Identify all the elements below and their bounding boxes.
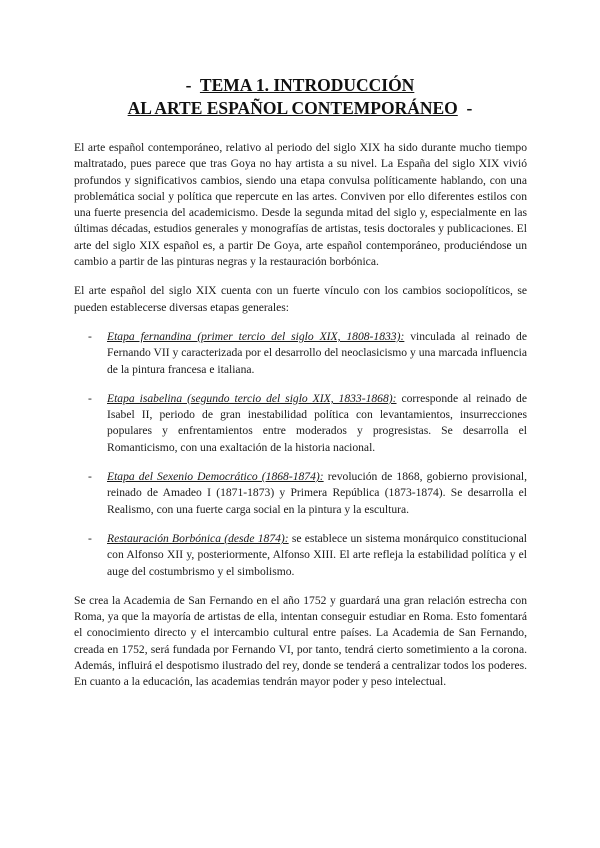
title-dash-left: -: [185, 75, 192, 95]
stage-text: vinculada al reinado de Fernando VII y caracterizada por el desarrollo del neoclasicismo y una marcada influencia de la pintura francesa e italiana.: [107, 329, 527, 376]
stage-heading: Etapa fernandina (primer tercio del siglo XIX, 1808-1833):: [107, 329, 405, 343]
stages-list: [74, 329, 527, 580]
stage-heading: Etapa isabelina (segundo tercio del siglo XIX, 1833-1868):: [107, 391, 397, 405]
intro-paragraph: El arte español contemporáneo, relativo al periodo del siglo XIX ha sido durante mucho tiempo maltratado, pues parece que tras Goya no hay artista a su nivel. La España del siglo XIX vivió profundos y significativos cambios, siendo una etapa convulsa políticamente hablando, con una problemática social y política que repercute en las artes. Conviven por ello diferentes estilos con una fuerte presencia del academicismo. Desde la segunda mitad del siglo y, especialmente en las últimas décadas, estudios generales y monografías de artistas, tesis doctorales y publicaciones. El arte del siglo XIX español es, a partir De Goya, arte español contemporáneo, produciéndose un cambio a partir de las pinturas negras y la restauración borbónica.: [74, 141, 527, 269]
stage-heading: Etapa del Sexenio Democrático (1868-1874):: [107, 470, 324, 484]
stage-heading: Restauración Borbónica (desde 1874):: [107, 531, 289, 545]
list-item: [74, 329, 527, 378]
list-item: [74, 531, 527, 580]
document-body: [74, 140, 527, 704]
list-item: [74, 391, 527, 456]
stage-text: corresponde al reinado de Isabel II, periodo de gran inestabilidad política con levantamientos, insurrecciones populares y enfrentamientos entre moderados y progresistas. Se desarrolla el Romanticismo, con una exaltación de la historia nacional.: [107, 391, 527, 454]
page-title: [0, 74, 600, 120]
stage-text: revolución de 1868, gobierno provisional, reinado de Amadeo I (1871-1873) y Primera República (1873-1874). Se desarrolla el Realismo, con una fuerte carga social en la pintura y la escultura.: [107, 470, 527, 516]
title-dash-right: -: [466, 98, 473, 118]
title-line-1: [0, 74, 600, 97]
title-text-1: TEMA 1. INTRODUCCIÓN: [199, 75, 415, 95]
stages-intro-paragraph: El arte español del siglo XIX cuenta con un fuerte vínculo con los cambios sociopolíticos, se pueden establecerse diversas etapas generales:: [74, 284, 527, 314]
academy-paragraph: Se crea la Academia de San Fernando en el año 1752 y guardará una gran relación estrecha con Roma, ya que la mayoría de artistas de ella, intentan conseguir estudiar en Roma. Esto fomentará el conocimiento directo y el intercambio cultural entre países. La Academia de San Fernando, creada en 1752, será fundada por Fernando VI, por tanto, tendrá cierto sometimiento a la corona. Además, influirá el despotismo ilustrado del rey, donde se tenderá a centralizar todos los poderes. En cuanto a la educación, las academias tendrán mayor poder y peso intelectual.: [74, 593, 527, 689]
stage-text: se establece un sistema monárquico constitucional con Alfonso XII y, posteriormente, Alfonso XIII. El arte refleja la estabilidad política y el auge del costumbrismo y el simbolismo.: [107, 531, 527, 578]
list-item: [74, 469, 527, 518]
list-bullet: -: [88, 329, 92, 343]
list-bullet: -: [88, 391, 92, 405]
title-line-2: [0, 97, 600, 120]
list-bullet: -: [88, 531, 92, 545]
list-bullet: -: [88, 470, 92, 484]
title-text-2: AL ARTE ESPAÑOL CONTEMPORÁNEO: [127, 98, 458, 118]
